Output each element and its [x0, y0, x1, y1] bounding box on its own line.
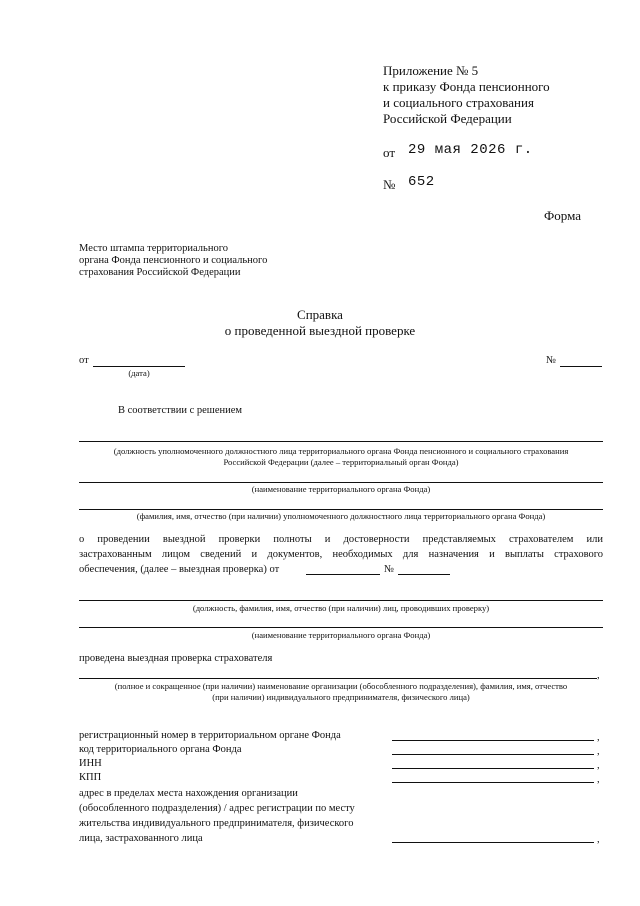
paragraph-line: застрахованным лицом сведений и документов, необходимых для назначения и выплаты страхового [79, 549, 603, 560]
kpp-label: КПП [79, 772, 102, 783]
comma: , [597, 774, 600, 785]
address-field[interactable] [392, 842, 594, 843]
inspectors-caption: (должность, фамилия, имя, отчество (при наличии) лиц, проводивших проверку) [192, 603, 490, 613]
inspectors-field[interactable] [79, 600, 603, 601]
appendix-line: Российской Федерации [383, 111, 512, 126]
official-position-caption: Российской Федерации (далее – территориальный орган Фонда) [223, 457, 459, 467]
date-from-label: от [79, 355, 89, 366]
inn-field[interactable] [392, 768, 594, 769]
inn-label: ИНН [79, 758, 102, 769]
number-label: № [546, 355, 557, 366]
fund-code-field[interactable] [392, 754, 594, 755]
decision-intro: В соответствии с решением [118, 405, 243, 416]
fund-office-field[interactable] [79, 482, 603, 483]
address-label: лица, застрахованного лица [79, 833, 203, 844]
decision-number-field[interactable] [398, 574, 450, 575]
address-label: адрес в пределах места нахождения организации [79, 788, 298, 799]
number-field[interactable] [560, 366, 602, 367]
reg-number-field[interactable] [392, 740, 594, 741]
date-field[interactable] [93, 366, 185, 367]
date-caption: (дата) [128, 368, 150, 378]
comma: , [597, 746, 600, 757]
comma: , [597, 670, 600, 681]
comma: , [597, 732, 600, 743]
appendix-title: Приложение № 5 [383, 63, 479, 78]
appendix-line: и социального страхования [383, 95, 534, 110]
document-subtitle: о проведенной выездной проверке [224, 323, 416, 338]
inspection-done-text: проведена выездная проверка страхователя [79, 653, 273, 664]
reg-number-label: регистрационный номер в территориальном органе Фонда [79, 730, 341, 741]
decision-date-field[interactable] [306, 574, 380, 575]
fund-office-caption-2: (наименование территориального органа Фонда) [251, 630, 431, 640]
official-name-caption: (фамилия, имя, отчество (при наличии) уполномоченного должностного лица территориального органа Фонда) [136, 511, 546, 521]
decision-number-label: № [384, 564, 395, 575]
document-title: Справка [297, 307, 343, 322]
official-position-caption: (должность уполномоченного должностного лица территориального органа Фонда пенсионного и социального страхования [113, 446, 569, 456]
order-number: 652 [408, 174, 435, 190]
paragraph-line: о проведении выездной проверки полноты и достоверности представляемых страхователем или [79, 534, 603, 545]
appendix-line: к приказу Фонда пенсионного [383, 79, 550, 94]
paragraph-line: обеспечения, (далее – выездная проверка) от [79, 564, 280, 575]
kpp-field[interactable] [392, 782, 594, 783]
form-label: Форма [544, 208, 581, 223]
official-name-field[interactable] [79, 509, 603, 510]
insurer-caption: (при наличии) индивидуального предпринимателя, физического лица) [212, 692, 470, 702]
insurer-name-field[interactable] [79, 678, 597, 679]
stamp-line: Место штампа территориального [79, 243, 228, 254]
fund-office-caption: (наименование территориального органа Фонда) [251, 484, 431, 494]
address-label: (обособленного подразделения) / адрес регистрации по месту [79, 803, 355, 814]
fund-office-field-2[interactable] [79, 627, 603, 628]
order-date-prefix: от [383, 145, 396, 160]
fund-code-label: код территориального органа Фонда [79, 744, 242, 755]
official-position-field[interactable] [79, 441, 603, 442]
order-number-prefix: № [383, 177, 396, 192]
address-label: жительства индивидуального предпринимателя, физического [79, 818, 354, 829]
insurer-caption: (полное и сокращенное (при наличии) наименование организации (обособленного подразделения), фамилия, имя, отчество [114, 681, 568, 691]
order-date: 29 мая 2026 г. [408, 142, 533, 158]
stamp-line: страхования Российской Федерации [79, 267, 241, 278]
comma: , [597, 834, 600, 845]
stamp-line: органа Фонда пенсионного и социального [79, 255, 268, 266]
comma: , [597, 760, 600, 771]
